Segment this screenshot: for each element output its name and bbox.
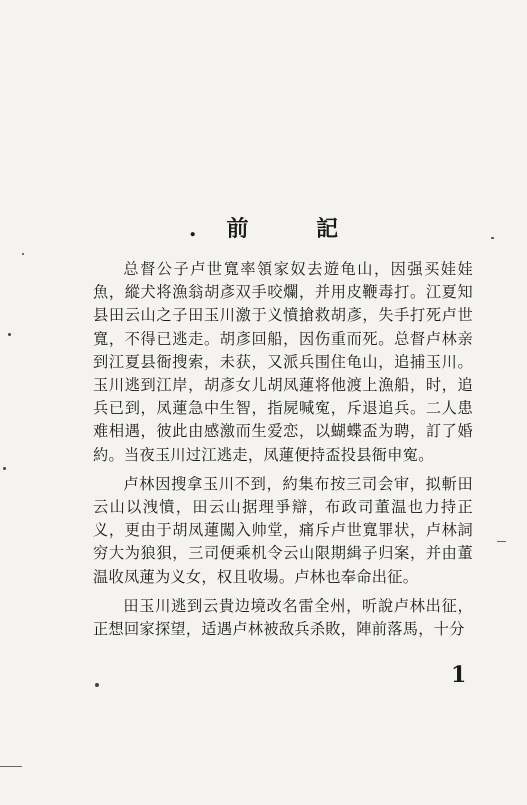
paragraph-1: 总督公子卢世寬率領家奴去遊龟山，因强买娃娃魚，縱犬将漁翁胡彥双手咬爛，并用皮鞭毒打。江夏知县田云山之子田玉川激于义憤搶救胡彥，失手打死卢世寬，不得已逃走。胡彥回船，因伤重而死。总督卢林亲到江夏县衙搜索，未获，又派兵围住龟山，追捕玉川。玉川逃到江岸，胡彥女儿胡凤蓮将他渡上漁船，时，追兵已到，凤蓮急中生智，指屍喊寃，斥退追兵。二人患难相遇，彼此由感激而生爱恋，以蝴蝶盃为聘，訂了婚約。当夜玉川过江逃走，凤蓮便持盃投县衙申寃。 [93,260,473,464]
scan-mark [0,766,22,767]
scan-speck [95,683,99,687]
paragraph-2: 卢林因搜拿玉川不到，約集布按三司会审，拟斬田云山以洩憤，田云山据理爭辯，布政司董温也力持正义，更由于胡凤蓮闖入帅堂，痛斥卢世寬罪状，卢林詞穷大为狼狽，三司便乘机令云山限期緝子归案，并由董温收凤蓮为义女，权且收場。卢林也奉命出征。 [93,474,473,586]
scan-speck [8,333,11,336]
paragraph-3: 田玉川逃到云貴边境改名雷全州，听說卢林出征，正想回家探望，适遇卢林被敌兵杀敗，陣前落馬，十分 [93,596,473,639]
scan-speck [22,253,24,255]
scan-mark [497,541,506,542]
page-title: .前 記 [188,216,369,242]
scan-speck [3,467,6,470]
page-number: 1 [451,662,467,688]
scan-speck [491,237,494,239]
body-text [93,258,473,647]
